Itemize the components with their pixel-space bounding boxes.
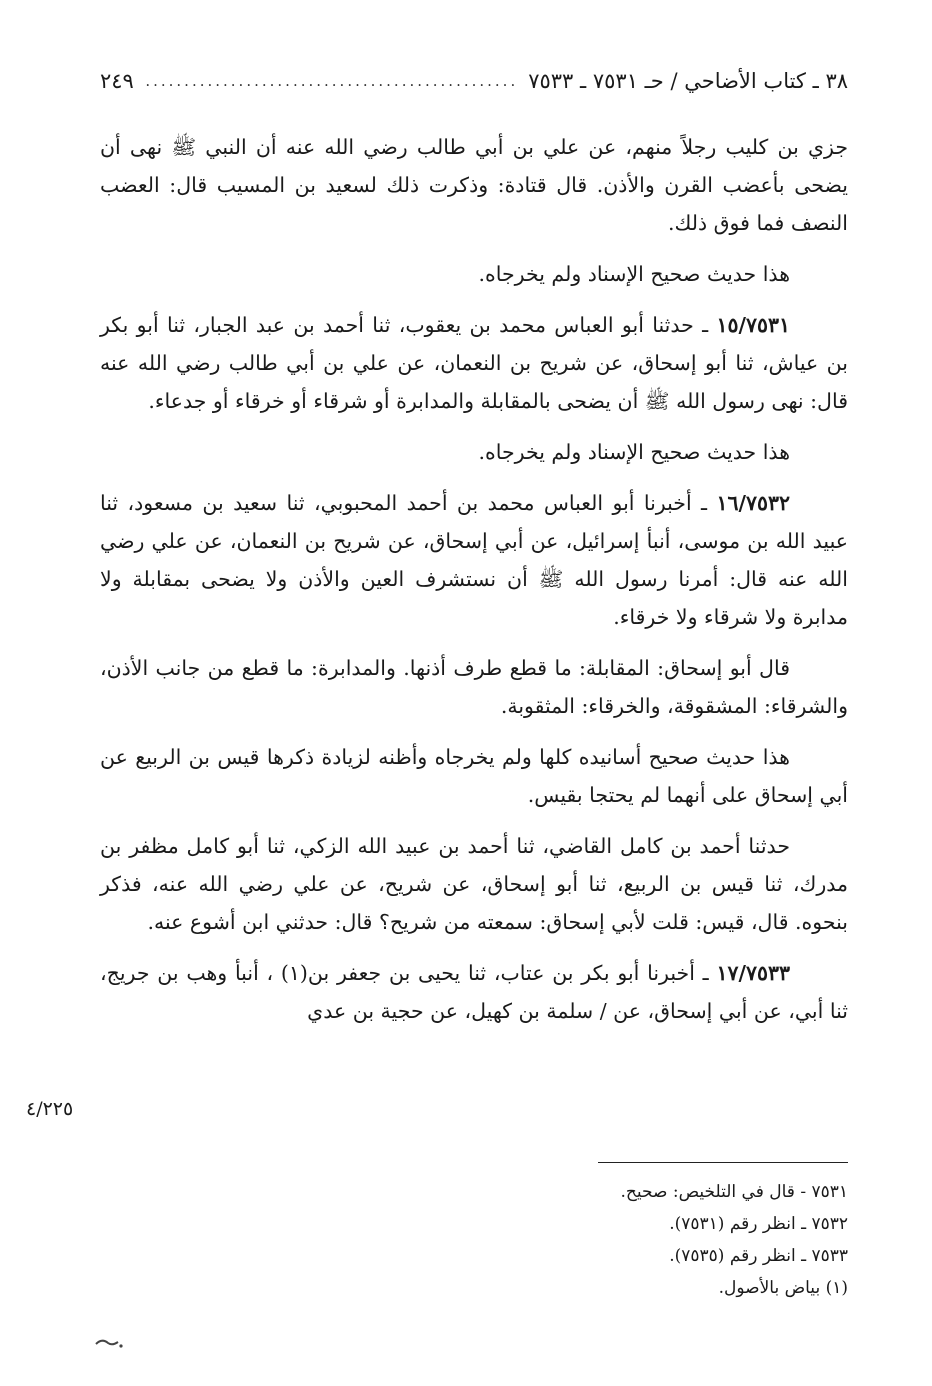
- footnotes: [300, 1176, 848, 1304]
- scan-mark-icon: [94, 1336, 126, 1350]
- main-text: [100, 128, 848, 1043]
- hadith-number: ١٥/٧٥٣١: [716, 313, 790, 337]
- paragraph-grading: هذا حديث صحيح أسانيده كلها ولم يخرجاه وأظنه لزيادة ذكرها قيس بن الربيع عن أبي إسحاق على أنهما لم يحتجا بقيس.: [100, 745, 848, 807]
- hadith-text: ـ أخبرنا أبو العباس محمد بن أحمد المحبوبي، ثنا سعيد بن مسعود، ثنا عبيد الله بن موسى، أنبأ إسرائيل، عن أبي إسحاق، عن شريح بن النعمان، عن علي رضي الله عنه قال: أمرنا رسول الله ﷺ أن نستشرف العين والأذن ولا يضحى بمقابلة ولا مدابرة ولا شرقاء ولا خرقاء.: [100, 491, 848, 629]
- footnote: ٧٥٣١ - قال في التلخيص: صحيح.: [620, 1182, 848, 1202]
- header-title: ٣٨ ـ كتاب الأضاحي / حـ ٧٥٣١ ـ ٧٥٣٣: [528, 69, 848, 93]
- hadith-text: ـ أخبرنا أبو بكر بن عتاب، ثنا يحيى بن جعفر بن(١) ، أنبأ وهب بن جريج، ثنا أبي، عن أبي إسحاق، عن / سلمة بن كهيل، عن حجية بن عدي: [100, 961, 848, 1023]
- hadith-text: ـ حدثنا أبو العباس محمد بن يعقوب، ثنا أحمد بن عبد الجبار، ثنا أبو بكر بن عياش، ثنا أبو إسحاق، عن شريح بن النعمان، عن علي بن أبي طالب رضي الله عنه قال: نهى رسول الله ﷺ أن يضحى بالمقابلة والمدابرة أو شرقاء أو خرقاء أو جدعاء.: [100, 313, 848, 413]
- footnote: ٧٥٣٣ ـ انظر رقم (٧٥٣٥).: [669, 1246, 848, 1266]
- running-header: [100, 62, 848, 96]
- margin-reference: ٤/٢٢٥: [26, 1098, 74, 1120]
- hadith-7531: [100, 306, 848, 420]
- hadith-number: ١٧/٧٥٣٣: [716, 961, 790, 985]
- hadith-number: ١٦/٧٥٣٢: [716, 491, 790, 515]
- hadith-7533: [100, 954, 848, 1030]
- paragraph-continuation: جزي بن كليب رجلاً منهم، عن علي بن أبي طالب رضي الله عنه أن النبي ﷺ نهى أن يضحى بأعضب القرن والأذن. قال قتادة: وذكرت ذلك لسعيد بن المسيب قال: العضب النصف فما فوق ذلك.: [100, 135, 848, 235]
- footnote: ٧٥٣٢ ـ انظر رقم (٧٥٣١).: [669, 1214, 848, 1234]
- paragraph-explanation: قال أبو إسحاق: المقابلة: ما قطع طرف أذنها. والمدابرة: ما قطع من جانب الأذن، والشرقاء: المشقوقة، والخرقاء: المثقوبة.: [100, 656, 848, 718]
- footnote-separator: [598, 1162, 848, 1163]
- paragraph-chain: حدثنا أحمد بن كامل القاضي، ثنا أحمد بن عبيد الله الزكي، ثنا أبو كامل مظفر بن مدرك، ثنا قيس بن الربيع، ثنا أبو إسحاق، عن شريح، عن علي رضي الله عنه، فذكر بنحوه. قال، قيس: قلت لأبي إسحاق: سمعته من شريح؟ قال: حدثني ابن أشوع عنه.: [100, 834, 848, 934]
- header-leader-dots: [144, 66, 518, 96]
- paragraph-grading: هذا حديث صحيح الإسناد ولم يخرجاه.: [478, 262, 790, 286]
- paragraph-grading: هذا حديث صحيح الإسناد ولم يخرجاه.: [478, 440, 790, 464]
- footnote: (١) بياض بالأصول.: [718, 1278, 848, 1298]
- hadith-7532: [100, 484, 848, 636]
- page-number: ٢٤٩: [100, 69, 134, 93]
